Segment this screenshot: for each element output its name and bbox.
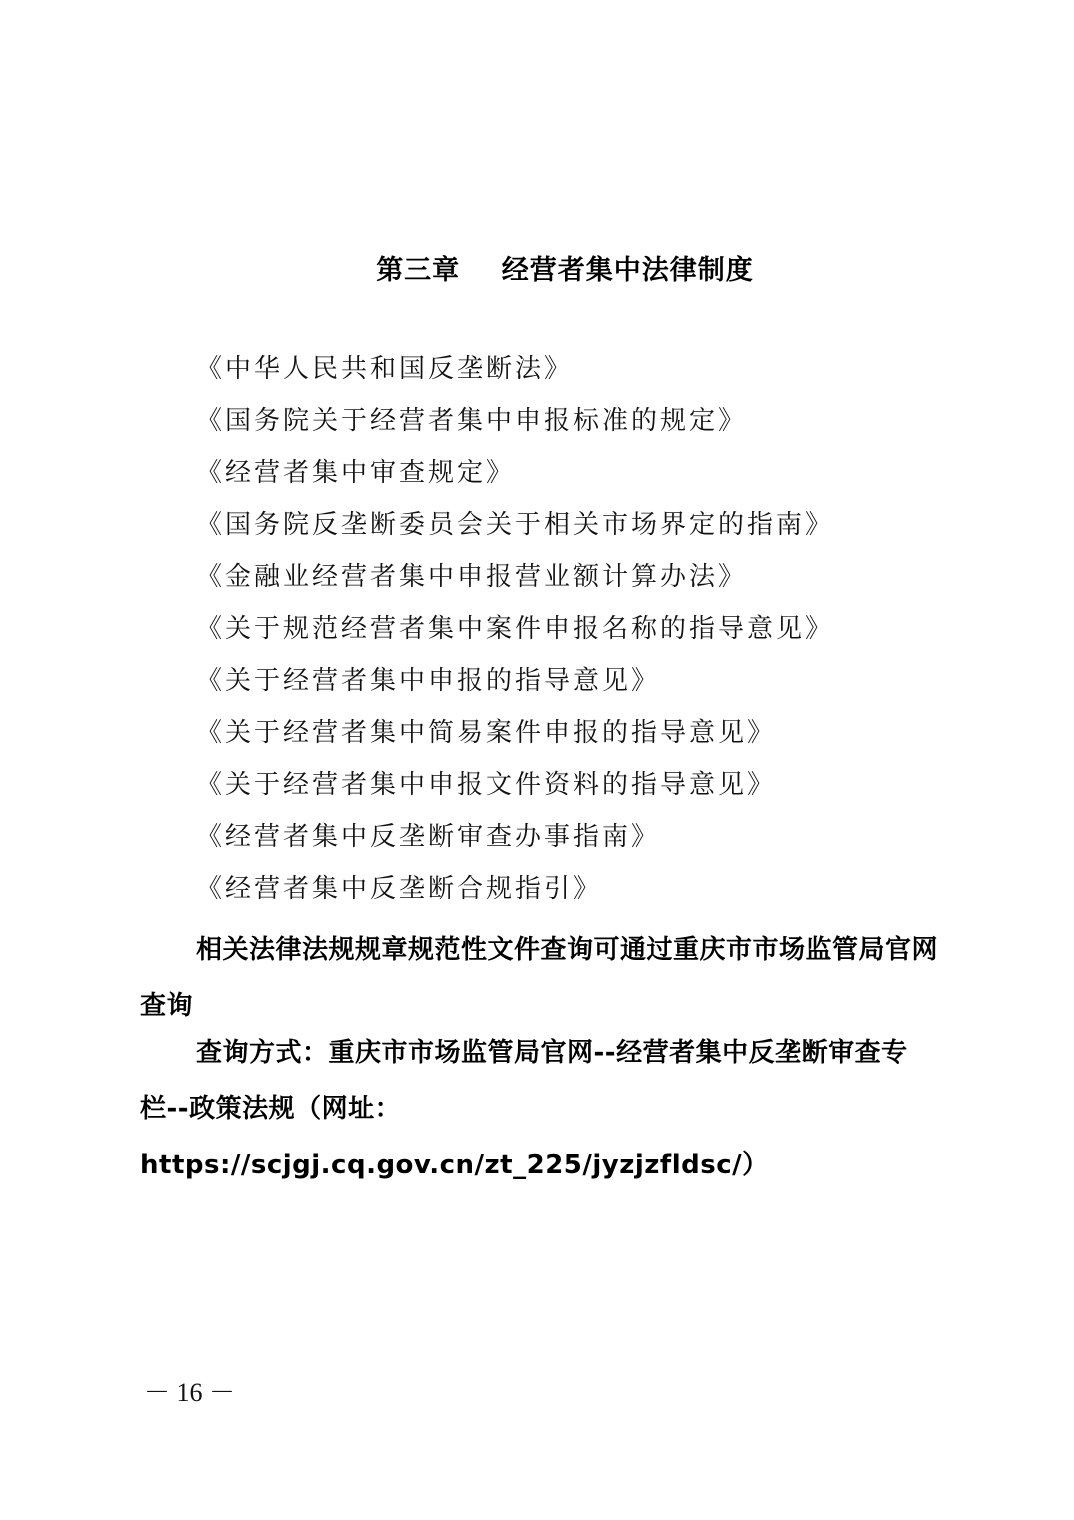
law-item: 《国务院关于经营者集中申报标准的规定》 [196,406,748,436]
law-item: 《经营者集中反垄断审查办事指南》 [196,822,661,852]
law-item: 《关于规范经营者集中案件申报名称的指导意见》 [196,614,835,644]
law-item: 《关于经营者集中申报文件资料的指导意见》 [196,770,777,800]
chapter-title: 第三章 经营者集中法律制度 [376,255,754,286]
law-item: 《关于经营者集中简易案件申报的指导意见》 [196,718,777,748]
law-item: 《中华人民共和国反垄断法》 [196,354,574,384]
law-list [196,345,834,917]
law-item: 《经营者集中审查规定》 [196,458,516,488]
page-number: － 16 － [144,1378,236,1407]
query-method-paragraph: 查询方式：重庆市市场监管局官网--经营者集中反垄断审查专栏--政策法规（网址：https://scjgj.cq.gov.cn/zt_225/jyzjzfldsc/） [140,1038,908,1180]
law-item: 《金融业经营者集中申报营业额计算办法》 [196,562,748,592]
law-item: 《关于经营者集中申报的指导意见》 [196,666,661,696]
query-paragraph: 相关法律法规规章规范性文件查询可通过重庆市市场监管局官网查询 [140,935,939,1021]
law-item: 《经营者集中反垄断合规指引》 [196,874,603,904]
law-item: 《国务院反垄断委员会关于相关市场界定的指南》 [196,510,835,540]
